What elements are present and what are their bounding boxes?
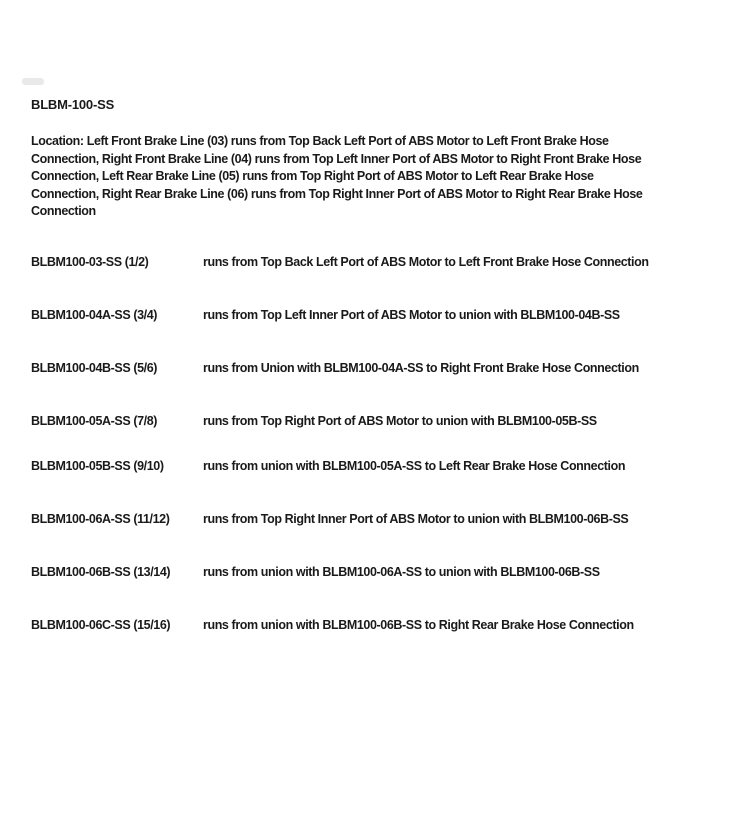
part-description: runs from Top Right Port of ABS Motor to union with BLBM100-05B-SS xyxy=(203,413,597,428)
part-description: runs from Top Back Left Port of ABS Motor to Left Front Brake Hose Connection xyxy=(203,254,649,269)
part-number: BLBM100-03-SS (1/2) xyxy=(31,254,149,269)
part-number: BLBM100-04A-SS (3/4) xyxy=(31,307,158,322)
parts-list xyxy=(31,254,721,633)
location-line: Connection, Right Rear Brake Line (06) runs from Top Right Inner Port of ABS Motor to Right Rear Brake Hose xyxy=(31,186,643,201)
part-number: BLBM100-05A-SS (7/8) xyxy=(31,413,158,428)
part-number: BLBM100-04B-SS (5/6) xyxy=(31,360,158,375)
part-description: runs from union with BLBM100-05A-SS to Left Rear Brake Hose Connection xyxy=(203,458,626,473)
part-row xyxy=(31,458,721,474)
part-description: runs from Top Right Inner Port of ABS Motor to union with BLBM100-06B-SS xyxy=(203,511,629,526)
location-line: Connection, Right Front Brake Line (04) runs from Top Left Inner Port of ABS Motor to Right Front Brake Hose xyxy=(31,151,642,166)
part-description: runs from union with BLBM100-06A-SS to union with BLBM100-06B-SS xyxy=(203,564,600,579)
part-number: BLBM100-06C-SS (15/16) xyxy=(31,617,171,632)
part-description: runs from union with BLBM100-06B-SS to Right Rear Brake Hose Connection xyxy=(203,617,634,632)
part-row xyxy=(31,360,721,376)
part-number: BLBM100-06B-SS (13/14) xyxy=(31,564,171,579)
part-row xyxy=(31,254,721,270)
part-row xyxy=(31,617,721,633)
part-number: BLBM100-05B-SS (9/10) xyxy=(31,458,164,473)
location-line: Connection xyxy=(31,204,96,219)
part-description: runs from Top Left Inner Port of ABS Motor to union with BLBM100-04B-SS xyxy=(203,307,620,322)
scan-artifact xyxy=(22,78,44,85)
location-line: Location: Left Front Brake Line (03) runs from Top Back Left Port of ABS Motor to Left Front Brake Hose xyxy=(31,134,609,148)
part-description: runs from Union with BLBM100-04A-SS to Right Front Brake Hose Connection xyxy=(203,360,639,375)
document-title: BLBM-100-SS xyxy=(31,97,115,112)
scanned-document xyxy=(31,97,721,633)
part-row xyxy=(31,511,721,527)
location-line: Connection, Left Rear Brake Line (05) runs from Top Right Port of ABS Motor to Left Rear Brake Hose xyxy=(31,169,594,184)
part-row xyxy=(31,413,721,429)
part-row xyxy=(31,564,721,580)
part-row xyxy=(31,307,721,323)
location-paragraph xyxy=(31,133,721,221)
part-number: BLBM100-06A-SS (11/12) xyxy=(31,511,170,526)
